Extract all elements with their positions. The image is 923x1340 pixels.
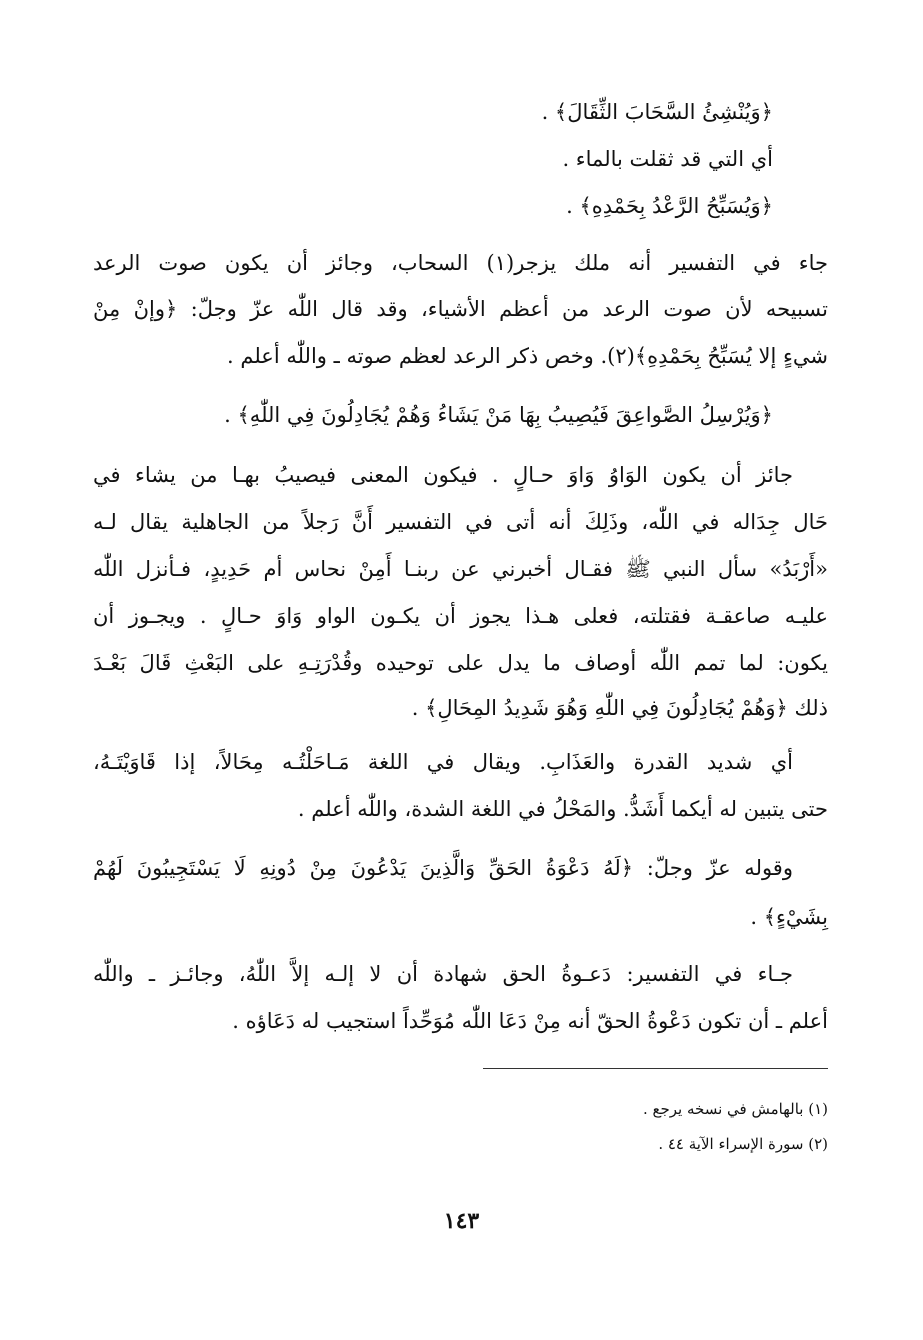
text-line: جائز أن يكون الوَاوُ وَاوَ حـالٍ . فيكون المعنى فيصيبُ بهـا من يشاء في bbox=[93, 463, 793, 487]
footnote-separator bbox=[483, 1068, 828, 1069]
text-line: وقوله عزّ وجلّ: ﴿لَهُ دَعْوَةُ الحَقِّ وَالَّذِينَ يَدْعُونَ مِنْ دُونِهِ لَا يَسْتَجِيبُونَ لَهُمْ bbox=[93, 856, 793, 880]
text-line: عليـه صاعقـة فقتلته، فعلى هـذا يجوز أن يكـون الواو وَاوَ حـالٍ . ويجـوز أن bbox=[93, 604, 828, 628]
text-line: جاء في التفسير أنه ملك يزجر(١) السحاب، وجائز أن يكون صوت الرعد bbox=[93, 251, 828, 275]
page-number: ١٤٣ bbox=[443, 1208, 480, 1234]
footnote: (٢) سورة الإسراء الآية ٤٤ . bbox=[658, 1135, 828, 1153]
verse-line: بِشَيْءٍ﴾ . bbox=[750, 905, 828, 929]
verse-line: ﴿وَيُنْشِئُ السَّحَابَ الثِّقَالَ﴾ . bbox=[541, 100, 773, 124]
text-line: «أَرْبَدُ» سأل النبي ﷺ فقـال أخبرني عن ربنـا أَمِنْ نحاس أم حَدِيدٍ، فـأنزل اللّٰه bbox=[93, 557, 828, 581]
verse-line: ﴿وَيُرْسِلُ الصَّواعِقَ فَيُصِيبُ بِهَا مَنْ يَشَاءُ وَهُمْ يُجَادِلُونَ فِي اللّٰهِ﴾ . bbox=[224, 403, 773, 427]
text-line: أعلم ـ أن تكون دَعْوةُ الحقّ أنه مِنْ دَعَا اللّٰه مُوَحِّداً استجيب له دَعَاؤه . bbox=[232, 1009, 828, 1033]
verse-line: ذلك ﴿وَهُمْ يُجَادِلُونَ فِي اللّٰهِ وَهُوَ شَدِيدُ المِحَالِ﴾ . bbox=[411, 696, 828, 720]
text-line: أي شديد القدرة والعَذَابِ. ويقال في اللغة مَـاحَلْتُـه مِحَالاً، إذا قَاوَيْتَـهُ، bbox=[93, 750, 793, 774]
text-line: حتى يتبين له أيكما أَشَدُّ. والمَحْلُ في اللغة الشدة، واللّٰه أعلم . bbox=[297, 797, 828, 821]
verse-line: ﴿وَيُسَبِّحُ الرَّعْدُ بِحَمْدِهِ﴾ . bbox=[566, 194, 773, 218]
text-line: تسبيحه لأن صوت الرعد من أعظم الأشياء، وقد قال اللّٰه عزّ وجلّ: ﴿وإنْ مِنْ bbox=[93, 297, 828, 321]
footnote: (١) بالهامش في نسخه يرجع . bbox=[642, 1100, 828, 1118]
text-line: أي التي قد ثقلت بالماء . bbox=[562, 147, 773, 171]
text-line: شيءٍ إلا يُسَبِّحُ بِحَمْدِهِ﴾(٢). وخص ذكر الرعد لعظم صوته ـ واللّٰه أعلم . bbox=[227, 344, 828, 368]
text-line: حَال جِدَاله في اللّٰه، وذَلِكَ أنه أتى في التفسير أَنَّ رَجلاً من الجاهلية يقال لـه bbox=[93, 510, 828, 534]
text-line: يكون: لما تمم اللّٰه أوصاف ما يدل على توحيده وقُدْرَتِـهِ على البَعْثِ قَالَ بَعْـدَ bbox=[93, 651, 828, 675]
text-line: جـاء في التفسير: دَعـوةُ الحق شهادة أن لا إلـه إلاَّ اللّٰهُ، وجائـز ـ واللّٰه bbox=[93, 962, 793, 986]
